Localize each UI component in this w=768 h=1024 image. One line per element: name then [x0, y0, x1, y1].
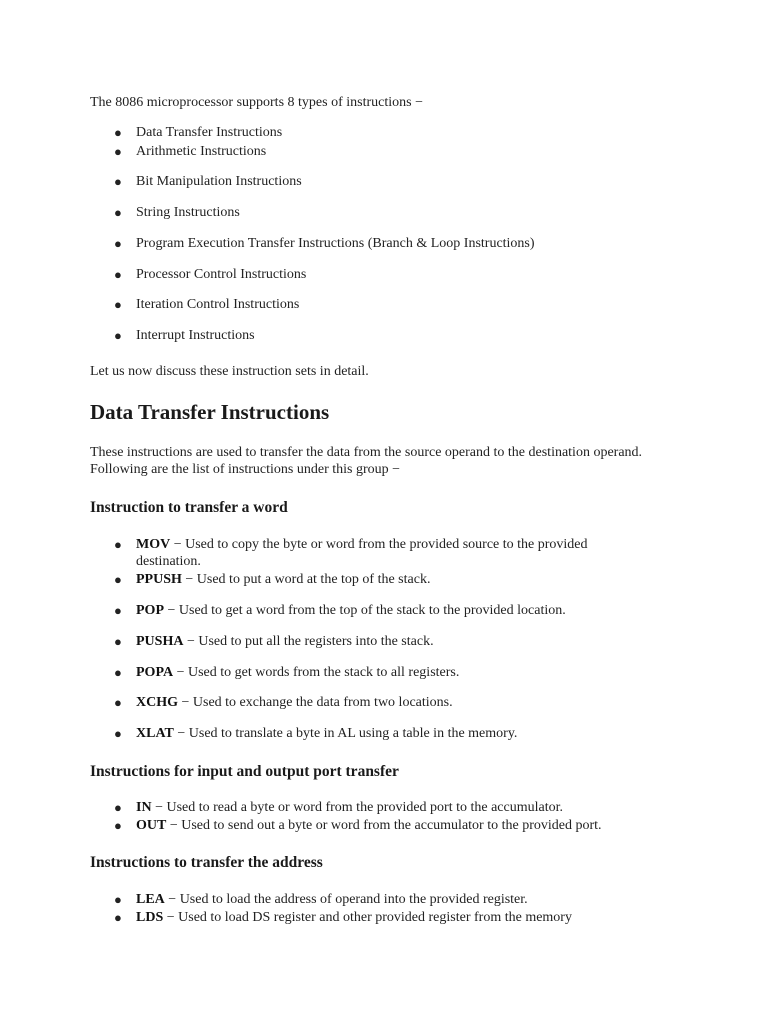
instruction-desc: − Used to read a byte or word from the provided port to the accumulator. [151, 800, 564, 815]
list-item-text: Iteration Control Instructions [136, 297, 300, 312]
bullet-icon: ● [114, 537, 122, 552]
bullet-icon: ● [114, 328, 122, 343]
bullet-icon: ● [114, 726, 122, 741]
instruction-desc: − Used to get a word from the top of the stack to the provided location. [164, 603, 566, 618]
instruction-name: MOV [136, 537, 171, 552]
bullet-icon: ● [114, 892, 122, 907]
instruction-desc: − Used to get words from the stack to all registers. [173, 665, 460, 680]
bullet-icon: ● [114, 634, 122, 649]
list-item-text: String Instructions [136, 205, 240, 220]
bullet-icon: ● [114, 800, 122, 815]
bullet-icon: ● [114, 267, 122, 282]
subsection-heading-address: Instructions to transfer the address [90, 854, 323, 871]
followup-paragraph: Let us now discuss these instruction sets in detail. [90, 364, 369, 379]
bullet-icon: ● [114, 572, 122, 587]
instruction-name: LDS [136, 910, 164, 925]
bullet-icon: ● [114, 665, 122, 680]
instruction-desc: − Used to load the address of operand into the provided register. [164, 892, 528, 907]
bullet-icon: ● [114, 297, 122, 312]
instruction-name: XLAT [136, 726, 174, 741]
section-heading: Data Transfer Instructions [90, 400, 330, 424]
subsection-heading-port: Instructions for input and output port transfer [90, 763, 399, 780]
bullet-icon: ● [114, 236, 122, 251]
instruction-name: LEA [136, 892, 165, 907]
bullet-icon: ● [114, 818, 122, 833]
subsection-heading-word: Instruction to transfer a word [90, 499, 288, 516]
list-item-text: Processor Control Instructions [136, 267, 307, 282]
bullet-icon: ● [114, 174, 122, 189]
list-item-text: Data Transfer Instructions [136, 125, 283, 140]
instruction-name: PPUSH [136, 572, 182, 587]
instruction-desc: − Used to load DS register and other provided register from the memory [163, 910, 572, 925]
bullet-icon: ● [114, 125, 122, 140]
instruction-desc: − Used to translate a byte in AL using a table in the memory. [173, 726, 518, 741]
bullet-icon: ● [114, 695, 122, 710]
instruction-desc: − Used to exchange the data from two locations. [178, 695, 453, 710]
bullet-icon: ● [114, 205, 122, 220]
section-description: These instructions are used to transfer the data from the source operand to the destination operand. Following are the list of instructions under this group − [90, 445, 643, 477]
instruction-desc: − Used to copy the byte or word from the provided source to the provided destination. [136, 537, 588, 569]
instruction-name: OUT [136, 818, 167, 833]
instruction-desc: − Used to put a word at the top of the stack. [181, 572, 431, 587]
instruction-name: POPA [136, 665, 174, 680]
list-item-text: Interrupt Instructions [136, 328, 255, 343]
list-item-text: Bit Manipulation Instructions [136, 174, 302, 189]
instruction-name: PUSHA [136, 634, 184, 649]
instruction-name: IN [136, 800, 152, 815]
bullet-icon: ● [114, 910, 122, 925]
instruction-name: POP [136, 603, 164, 618]
bullet-icon: ● [114, 603, 122, 618]
intro-paragraph: The 8086 microprocessor supports 8 types of instructions − [90, 95, 423, 110]
bullet-icon: ● [114, 144, 122, 159]
instruction-desc: − Used to put all the registers into the stack. [183, 634, 434, 649]
instruction-desc: − Used to send out a byte or word from the accumulator to the provided port. [166, 818, 602, 833]
instruction-name: XCHG [136, 695, 178, 710]
list-item-text: Arithmetic Instructions [136, 144, 267, 159]
list-item-text: Program Execution Transfer Instructions (Branch & Loop Instructions) [136, 236, 535, 251]
